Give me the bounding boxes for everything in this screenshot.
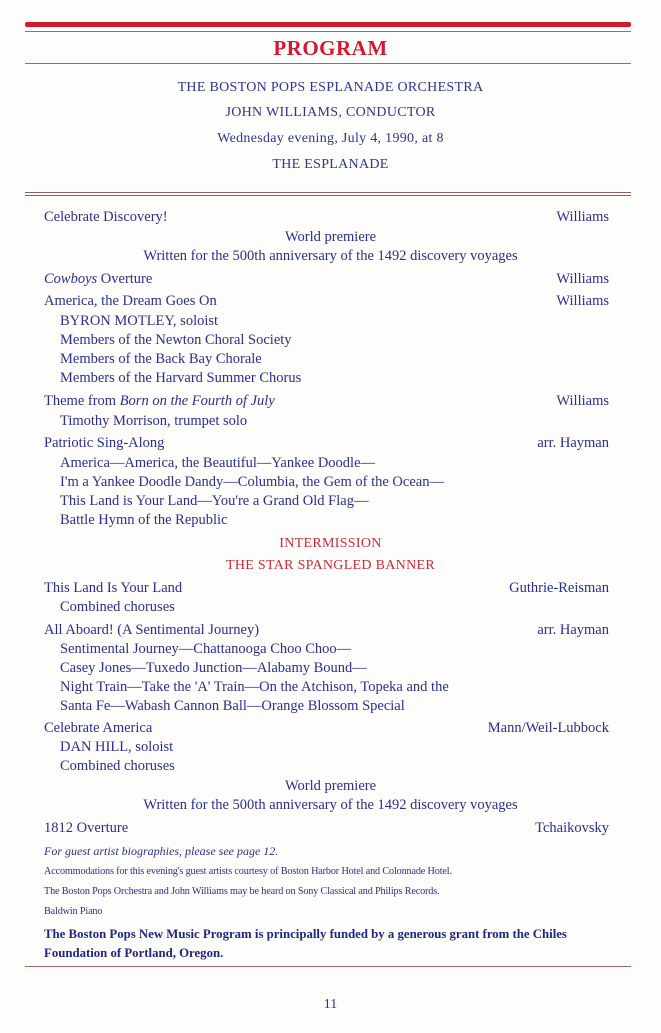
piece-title <box>44 271 152 288</box>
performer-line: Combined choruses <box>60 758 175 774</box>
orchestra-name: THE BOSTON POPS ESPLANADE ORCHESTRA <box>177 80 484 95</box>
piece-composer: Williams <box>556 271 609 287</box>
piece-title: Patriotic Sing-Along <box>44 435 165 451</box>
header-double-rule-bottom <box>25 195 631 196</box>
top-thick-rule <box>25 22 631 27</box>
piece-title-prefix: Theme from <box>44 393 120 409</box>
piece-title: America, the Dream Goes On <box>44 293 217 309</box>
venue-line: THE ESPLANADE <box>272 157 389 172</box>
piece-composer: Mann/Weil-Lubbock <box>487 720 609 736</box>
page-number: 11 <box>323 997 338 1012</box>
piece-composer: arr. Hayman <box>537 435 609 451</box>
intermission-label: INTERMISSION <box>279 536 382 551</box>
piece-composer: Guthrie-Reisman <box>509 580 609 596</box>
piece-title: All Aboard! (A Sentimental Journey) <box>44 622 260 638</box>
funding-note: The Boston Pops New Music Program is principally funded by a generous grant from the Chiles Foundation of Portland, Oregon. <box>44 927 567 960</box>
anthem-label: THE STAR SPANGLED BANNER <box>226 558 435 573</box>
piece-note: World premiere <box>284 229 377 245</box>
song-line: Casey Jones—Tuxedo Junction—Alabamy Bound— <box>60 660 367 676</box>
performer-line: Combined choruses <box>60 599 175 615</box>
page-title: PROGRAM <box>273 36 388 60</box>
date-line: Wednesday evening, July 4, 1990, at 8 <box>217 131 444 146</box>
performer-line: DAN HILL, soloist <box>60 739 174 755</box>
piece-title <box>44 393 275 410</box>
performer-line: Members of the Back Bay Chorale <box>60 351 262 367</box>
piece-composer: Williams <box>556 393 609 409</box>
piece-composer: arr. Hayman <box>537 622 609 638</box>
footer-rule <box>25 966 631 967</box>
song-line: America—America, the Beautiful—Yankee Doodle— <box>60 455 376 471</box>
piece-note: Written for the 500th anniversary of the 1492 discovery voyages <box>143 797 518 813</box>
piece-title: Celebrate Discovery! <box>44 209 168 225</box>
piece-title-italic: Born on the Fourth of July <box>119 393 275 409</box>
piece-title-italic: Cowboys <box>44 271 98 287</box>
piece-title: This Land Is Your Land <box>44 580 183 596</box>
accommodations-note: Accommodations for this evening's guest artists courtesy of Boston Harbor Hotel and Colonnade Hotel. <box>44 866 452 877</box>
performer-line: BYRON MOTLEY, soloist <box>60 313 219 329</box>
performer-line: Members of the Harvard Summer Chorus <box>60 370 302 386</box>
bios-note: For guest artist biographies, please see page 12. <box>44 844 279 858</box>
title-underline-rule <box>25 63 631 64</box>
piece-title: Celebrate America <box>44 720 153 736</box>
piece-title: 1812 Overture <box>44 820 129 836</box>
song-line: Sentimental Journey—Chattanooga Choo Choo— <box>60 641 352 657</box>
header-double-rule-top <box>25 192 631 193</box>
piano-note: Baldwin Piano <box>44 906 103 917</box>
piece-title-rest: Overture <box>97 271 153 287</box>
performer-line: Timothy Morrison, trumpet solo <box>60 413 248 429</box>
performer-line: Members of the Newton Choral Society <box>60 332 292 348</box>
song-line: I'm a Yankee Doodle Dandy—Columbia, the Gem of the Ocean— <box>60 474 444 490</box>
piece-note: Written for the 500th anniversary of the 1492 discovery voyages <box>143 248 518 264</box>
conductor-line: JOHN WILLIAMS, CONDUCTOR <box>225 105 436 120</box>
records-note: The Boston Pops Orchestra and John Williams may be heard on Sony Classical and Philips Records. <box>44 886 440 897</box>
top-thin-rule <box>25 31 631 32</box>
piece-composer: Tchaikovsky <box>535 820 609 836</box>
song-line: Santa Fe—Wabash Cannon Ball—Orange Blossom Special <box>60 698 405 714</box>
piece-note: World premiere <box>284 778 377 794</box>
song-line: This Land is Your Land—You're a Grand Old Flag— <box>60 493 369 509</box>
piece-composer: Williams <box>556 293 609 309</box>
song-line: Battle Hymn of the Republic <box>60 512 228 528</box>
piece-composer: Williams <box>556 209 609 225</box>
song-line: Night Train—Take the 'A' Train—On the Atchison, Topeka and the <box>60 679 449 695</box>
